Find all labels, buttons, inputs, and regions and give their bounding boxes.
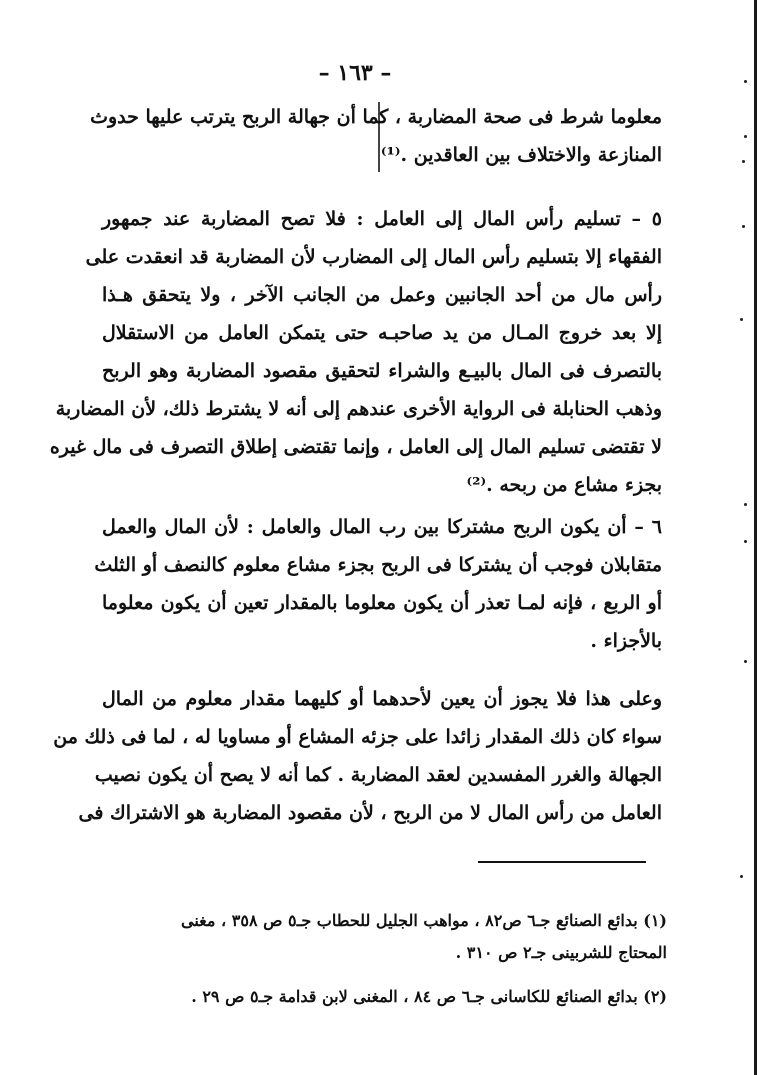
- scan-speck: [744, 135, 747, 138]
- text-line: الجهالة والغرر المفسدين لعقد المضاربة . كما أنه لا يصح أن يكون نصيب: [94, 764, 662, 786]
- paragraph-2: [49, 200, 662, 504]
- scan-edge: [754, 0, 757, 1075]
- scan-speck: [744, 540, 747, 543]
- text-line: إلا بعد خروج المـال من يد صاحبـه حتى يتمكن العامل من الاستقلال: [102, 322, 662, 344]
- text-line: وعلى هذا فلا يجوز أن يعين لأحدهما أو كليهما مقدار معلوم من المال: [102, 688, 662, 710]
- scan-speck: [740, 318, 743, 321]
- footnote-divider: [478, 861, 646, 863]
- text-line: ٦ – أن يكون الربح مشتركا بين رب المال والعامل : لأن المال والعمل: [102, 516, 662, 538]
- text-line: بالتصرف فى المال بالبيـع والشراء لتحقيق مقصود المضاربة وهو الربح: [102, 360, 662, 382]
- scan-speck: [744, 660, 747, 663]
- footnotes: [107, 905, 667, 1013]
- text-line: بجزء مشاع من ربحه .⁽²⁾: [466, 474, 662, 496]
- text-line: العامل من رأس المال لا من الربح ، لأن مقصود المضاربة هو الاشتراك فى: [78, 802, 662, 824]
- text-line: وذهب الحنابلة فى الرواية الأخرى عندهم إلى أنه لا يشترط ذلك، لأن المضاربة: [55, 398, 662, 420]
- paragraph-4: [53, 680, 662, 832]
- paragraph-3: [94, 508, 662, 660]
- text-line: الفقهاء إلا بتسليم رأس المال إلى المضارب لأن المضاربة قد انعقدت على: [85, 246, 662, 268]
- page-number: – ١٦٣ –: [318, 60, 392, 86]
- scan-speck: [742, 225, 745, 228]
- scan-speck: [744, 503, 747, 506]
- text-line: ٥ – تسليم رأس المال إلى العامل : فلا تصح المضاربة عند جمهور: [102, 208, 662, 230]
- footnote-line: المحتاج للشربينى جـ٢ ص ٣١٠ .: [455, 943, 667, 962]
- footnote-line: (١) بدائع الصنائع جـ٦ ص٨٢ ، مواهب الجليل للحطاب جـ٥ ص ٣٥٨ ، مغنى: [181, 911, 667, 930]
- text-line: رأس مال من أحد الجانبين وعمل من الجانب الآخر ، ولا يتحقق هـذا: [102, 284, 662, 306]
- text-line: معلوما شرط فى صحة المضاربة ، كما أن جهالة الربح يترتب عليها حدوث: [90, 106, 662, 128]
- text-line: سواء كان ذلك المقدار زائدا على جزئه المشاع أو مساويا له ، لما فى ذلك من: [53, 726, 662, 748]
- text-line: المنازعة والاختلاف بين العاقدين .⁽¹⁾: [380, 144, 662, 166]
- text-line: بالأجزاء .: [590, 630, 662, 652]
- paragraph-1: [90, 98, 662, 174]
- text-line: لا تقتضى تسليم المال إلى العامل ، وإنما تقتضى إطلاق التصرف فى مال غيره: [49, 436, 662, 458]
- text-line: متقابلان فوجب أن يشتركا فى الربح بجزء مشاع معلوم كالنصف أو الثلث: [94, 554, 662, 576]
- scan-speck: [744, 80, 747, 83]
- scan-speck: [740, 875, 743, 878]
- footnote-line: (٢) بدائع الصنائع للكاسانى جـ٦ ص ٨٤ ، المغنى لابن قدامة جـ٥ ص ٢٩ .: [191, 987, 667, 1006]
- scan-speck: [742, 160, 745, 163]
- text-line: أو الربع ، فإنه لمـا تعذر أن يكون معلوما بالمقدار تعين أن يكون معلوما: [102, 592, 662, 614]
